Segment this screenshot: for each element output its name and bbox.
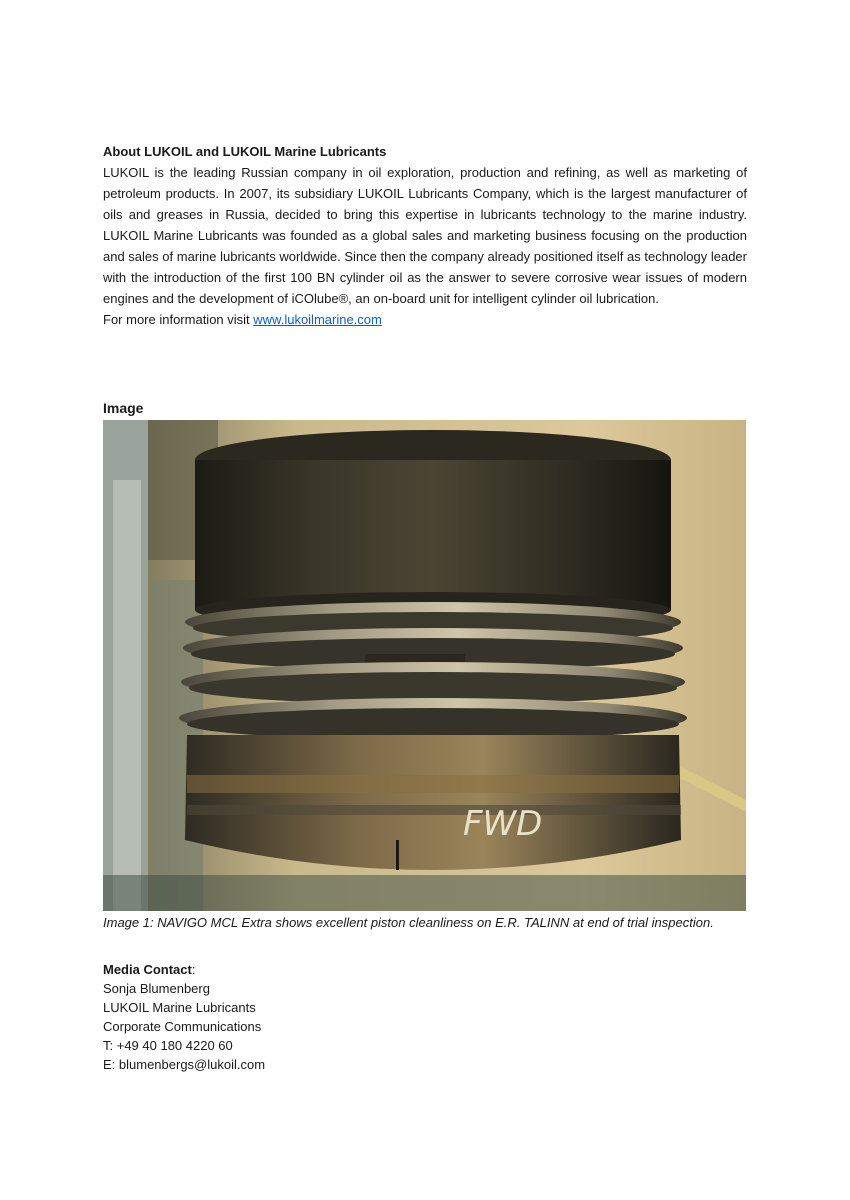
piston-photo xyxy=(103,420,746,911)
media-contact-section xyxy=(103,960,265,1074)
media-contact-heading-line xyxy=(103,960,265,979)
website-link[interactable]: www.lukoilmarine.com xyxy=(253,312,382,327)
media-contact-colon: : xyxy=(191,962,196,977)
about-paragraph: LUKOIL is the leading Russian company in oil exploration, production and refining, as well as marketing of petroleum products. In 2007, its subsidiary LUKOIL Lubricants Company, which is the largest manufacturer of oils and greases in Russia, decided to bring this expertise in lubricants technology to the marine industry. LUKOIL Marine Lubricants was founded as a global sales and marketing business focusing on the production and sales of marine lubricants worldwide. Since then the company already positioned itself as technology leader with the introduction of the first 100 BN cylinder oil as the answer to severe corrosive wear issues of modern engines and the development of iCOlube®, an on-board unit for intelligent cylinder oil lubrication. xyxy=(103,165,747,306)
media-contact-heading: Media Contact xyxy=(103,962,192,977)
image-caption: Image 1: NAVIGO MCL Extra shows excellent piston cleanliness on E.R. TALINN at end of trial inspection. xyxy=(103,915,714,930)
contact-phone: T: +49 40 180 4220 60 xyxy=(103,1038,233,1053)
contact-name: Sonja Blumenberg xyxy=(103,981,210,996)
about-heading: About LUKOIL and LUKOIL Marine Lubricants xyxy=(103,144,387,159)
chalk-marking: FWD xyxy=(463,804,543,844)
about-section xyxy=(103,141,747,330)
more-info-line xyxy=(103,309,747,330)
contact-email: E: blumenbergs@lukoil.com xyxy=(103,1057,266,1072)
more-info-prefix: For more information visit xyxy=(103,312,254,327)
image-heading: Image xyxy=(103,400,144,416)
contact-department: Corporate Communications xyxy=(103,1019,262,1034)
contact-company: LUKOIL Marine Lubricants xyxy=(103,1000,256,1015)
